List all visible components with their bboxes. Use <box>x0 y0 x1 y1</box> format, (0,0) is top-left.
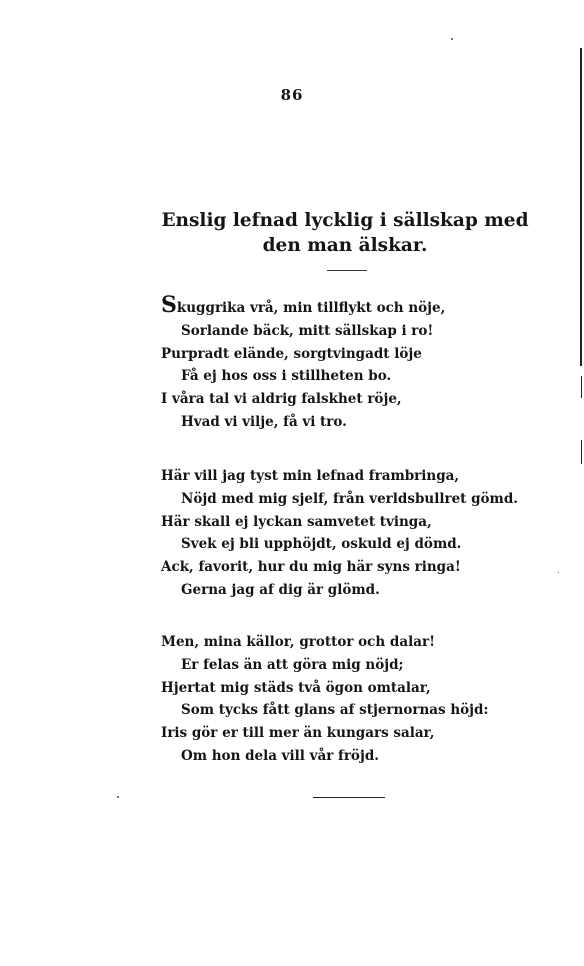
poem-line: Hvad vi vilje, få vi tro. <box>181 413 347 430</box>
stanza-1 <box>161 292 446 434</box>
drop-cap: S <box>161 292 177 318</box>
end-rule <box>313 797 385 798</box>
poem-line: Få ej hos oss i stillheten bo. <box>181 368 392 385</box>
poem-line: Svek ej bli upphöjdt, oskuld ej dömd. <box>181 536 462 553</box>
poem-line: Men, mina källor, grottor och dalar! <box>161 634 436 650</box>
speck <box>451 38 453 40</box>
poem-line: Iris gör er till mer än kungars salar, <box>161 725 435 742</box>
poem-line: Nöjd med mig sjelf, från verldsbullret gömd. <box>181 490 518 507</box>
poem-line: Ack, favorit, hur du mig här syns ringa! <box>161 559 461 576</box>
poem-line: Här skall ej lyckan samvetet tvinga, <box>161 513 432 530</box>
margin-edge-mark <box>581 440 582 464</box>
poem-line: Er felas än att göra mig nöjd; <box>181 656 404 673</box>
poem-line <box>161 292 446 320</box>
poem-line: Här vill jag tyst min lefnad frambringa, <box>161 468 460 484</box>
poem-line: Purpradt elände, sorgtvingadt löje <box>161 345 422 362</box>
poem-title-line-2: den man älskar. <box>262 235 428 256</box>
title-rule <box>327 270 367 271</box>
page-number: 86 <box>280 86 304 104</box>
speck <box>117 796 119 798</box>
poem-line: Hjertat mig städs två ögon omtalar, <box>161 679 431 696</box>
stanza-2 <box>161 465 518 602</box>
poem-line: I våra tal vi aldrig falskhet röje, <box>161 391 402 408</box>
poem-line: Som tycks fått glans af stjernornas höjd: <box>181 702 489 719</box>
poem-line: Gerna jag af dig är glömd. <box>181 581 380 598</box>
margin-edge-mark <box>581 376 582 398</box>
poem-title <box>150 208 540 258</box>
poem-line-text: kuggrika vrå, min tillflykt och nöje, <box>176 300 446 316</box>
margin-edge-mark <box>580 48 582 366</box>
poem-title-line-1: Enslig lefnad lycklig i sällskap med <box>161 210 529 231</box>
poem-line: Om hon dela vill vår fröjd. <box>181 747 379 764</box>
speck <box>558 572 559 573</box>
poem-line: Sorlande bäck, mitt sällskap i ro! <box>181 322 434 339</box>
stanza-3 <box>161 631 488 768</box>
